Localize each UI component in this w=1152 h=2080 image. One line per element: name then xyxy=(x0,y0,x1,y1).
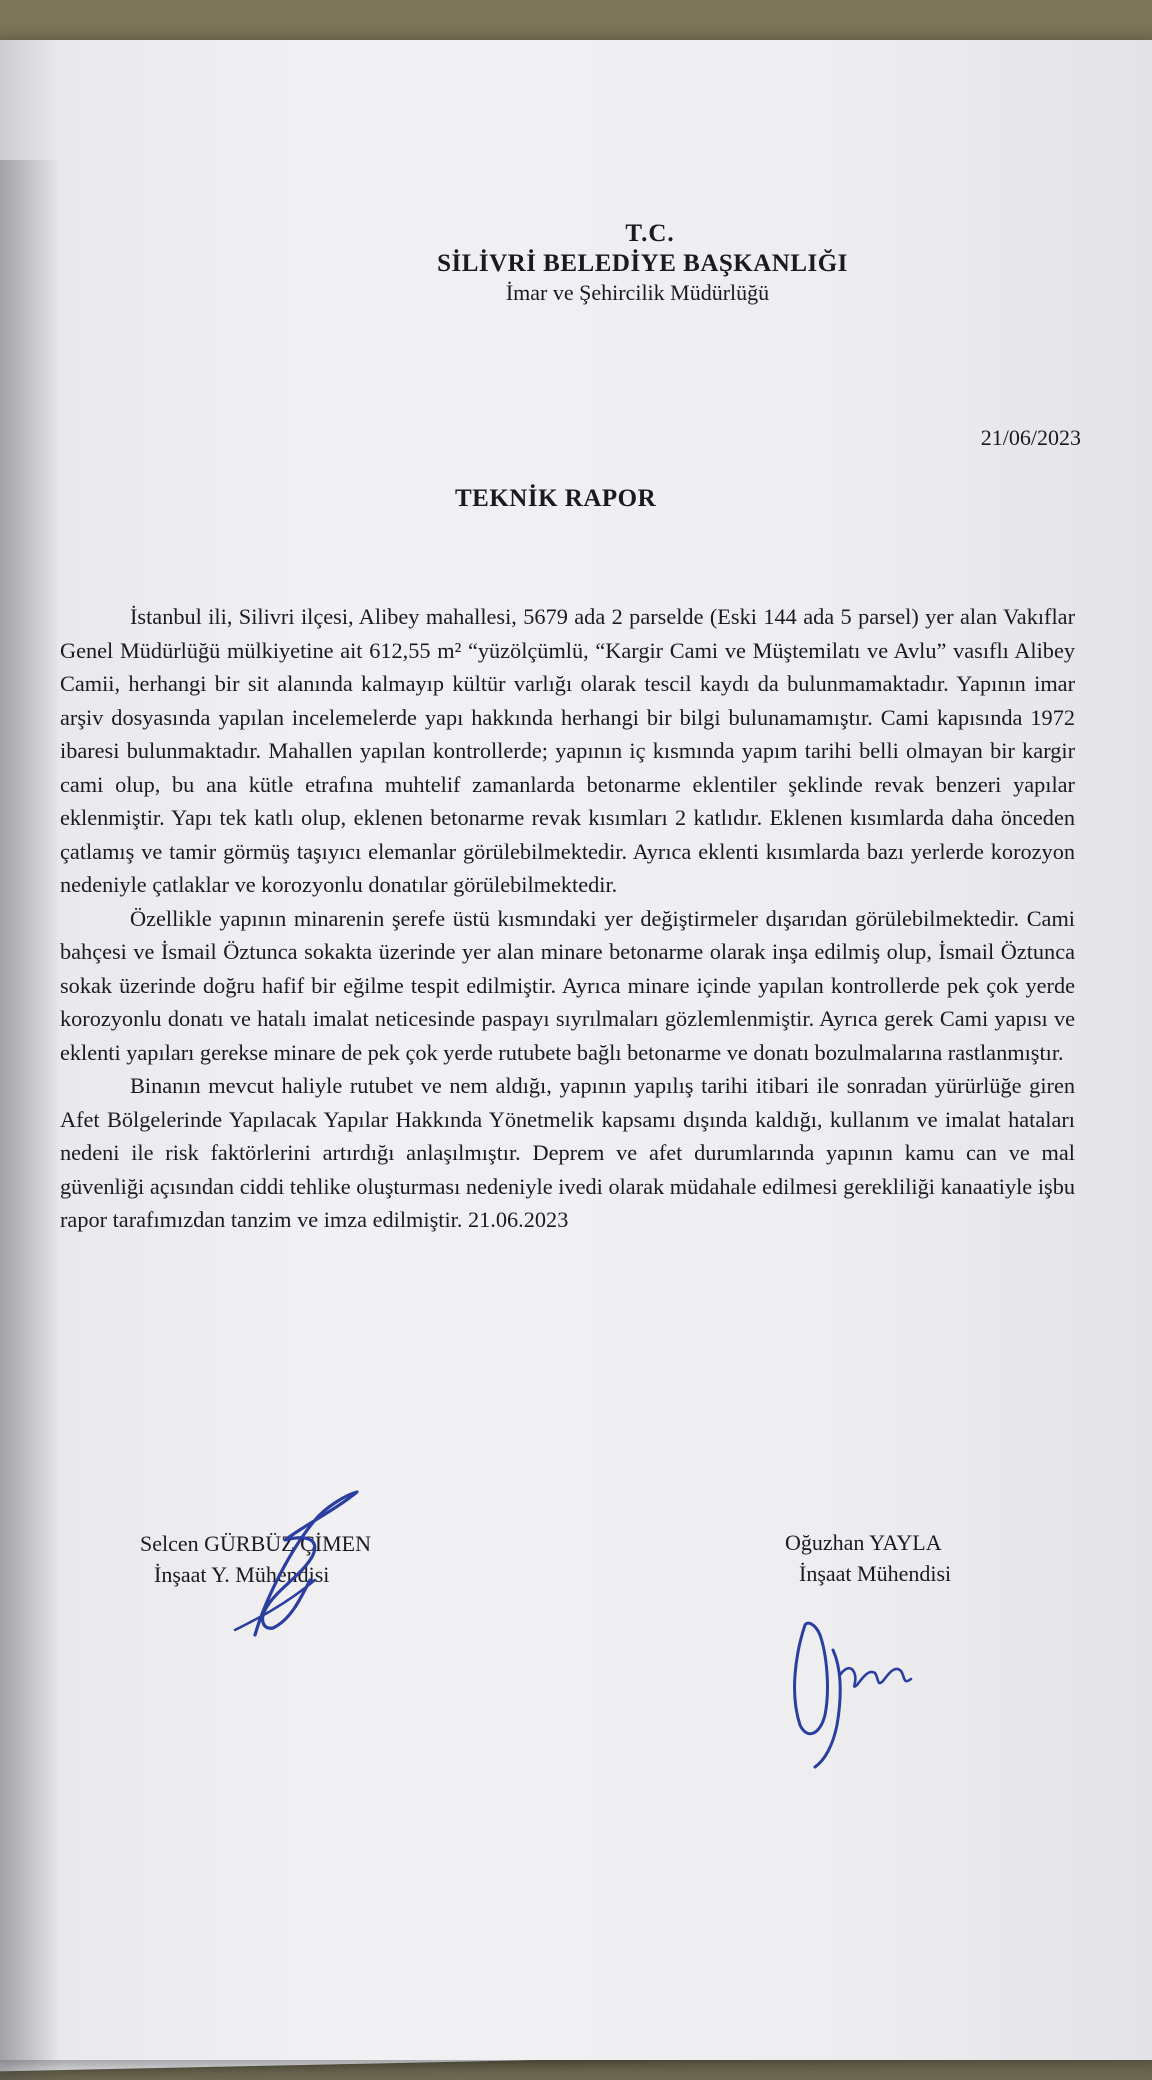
signatory-right-name: Oğuzhan YAYLA xyxy=(785,1530,942,1555)
department-name: İmar ve Şehircilik Müdürlüğü xyxy=(505,280,770,305)
signatory-left-role: İnşaat Y. Mühendisi xyxy=(154,1562,330,1587)
country-code: T.C. xyxy=(625,220,675,247)
document-page xyxy=(0,40,1152,2060)
handwritten-signature-right xyxy=(785,1595,935,1775)
handwritten-signature-left xyxy=(195,1480,375,1650)
signatory-right xyxy=(785,1527,951,1589)
page-curl-shadow xyxy=(0,160,60,2080)
report-title: TEKNİK RAPOR xyxy=(455,485,657,512)
signatory-left-name: Selcen GÜRBÜZ ÇİMEN xyxy=(140,1531,371,1556)
paragraph-2: Özellikle yapının minarenin şerefe üstü kısmındaki yer değiştirmeler dışarıdan görülebilmektedir. Cami bahçesi ve İsmail Öztunca sokakta üzerinde yer alan minare betonarme olarak inşa edilmiş olup, İsmail Öztunca sokak üzerinde doğru hafif bir eğilme tespit edilmiştir. Ayrıca minare içinde yapılan kontrollerde pek çok yerde korozyonlu donatı ve hatalı imalat neticesinde paspayı sıyrılmaları gözlemlenmiştir. Ayrıca gerek Cami yapısı ve eklenti yapıları gerekse minare de pek çok yerde rutubete bağlı betonarme ve donatı bozulmalarına rastlanmıştır. xyxy=(60,905,1075,1065)
signatory-right-role: İnşaat Mühendisi xyxy=(799,1561,952,1586)
paragraph-3: Binanın mevcut haliyle rutubet ve nem aldığı, yapının yapılış tarihi itibari ile sonradan yürürlüğe giren Afet Bölgelerinde Yapılacak Yapılar Hakkında Yönetmelik kapsamı dışında kaldığı, kullanım ve imalat hataları nedeni ile risk faktörlerini artırdığı anlaşılmıştır. Deprem ve afet durumlarında yapının kamu can ve mal güvenliği açısından ciddi tehlike oluşturması nedeniyle ivedi olarak müdahale edilmesi gerekliliği kanaatiyle işbu rapor tarafımızdan tanzim ve imza edilmiştir. 21.06.2023 xyxy=(60,1073,1075,1232)
document-date: 21/06/2023 xyxy=(980,425,1081,450)
letterhead xyxy=(60,220,1080,306)
paragraph-1: İstanbul ili, Silivri ilçesi, Alibey mahallesi, 5679 ada 2 parselde (Eski 144 ada 5 parsel) yer alan Vakıflar Genel Müdürlüğü mülkiyetine ait 612,55 m² “yüzölçümlü, “Kargir Cami ve Müştemilatı ve Avlu” vasıflı Alibey Camii, herhangi bir sit alanında kalmayıp kültür varlığı olarak tescil kaydı da bulunmamaktadır. Yapının imar arşiv dosyasında yapılan incelemelerde yapı hakkında herhangi bir bilgi bulunamamıştır. Cami kapısında 1972 ibaresi bulunmaktadır. Mahallen yapılan kontrollerde; yapının iç kısmında yapım tarihi belli olmayan bir kargir cami olup, bu ana kütle etrafına muhtelif zamanlarda betonarme eklentiler şeklinde revak benzeri yapılar eklenmiştir. Yapı tek katlı olup, eklenen betonarme revak kısımları 2 katlıdır. Eklenen kısımlarda daha önceden çatlamış ve tamir görmüş taşıyıcı elemanlar görülebilmektedir. Ayrıca eklenti kısımlarda bazı yerlerde korozyon nedeniyle çatlaklar ve korozyonlu donatılar görülebilmektedir. xyxy=(60,604,1075,897)
organization-name: SİLİVRİ BELEDİYE BAŞKANLIĞI xyxy=(437,250,848,277)
report-body xyxy=(60,600,1075,1237)
